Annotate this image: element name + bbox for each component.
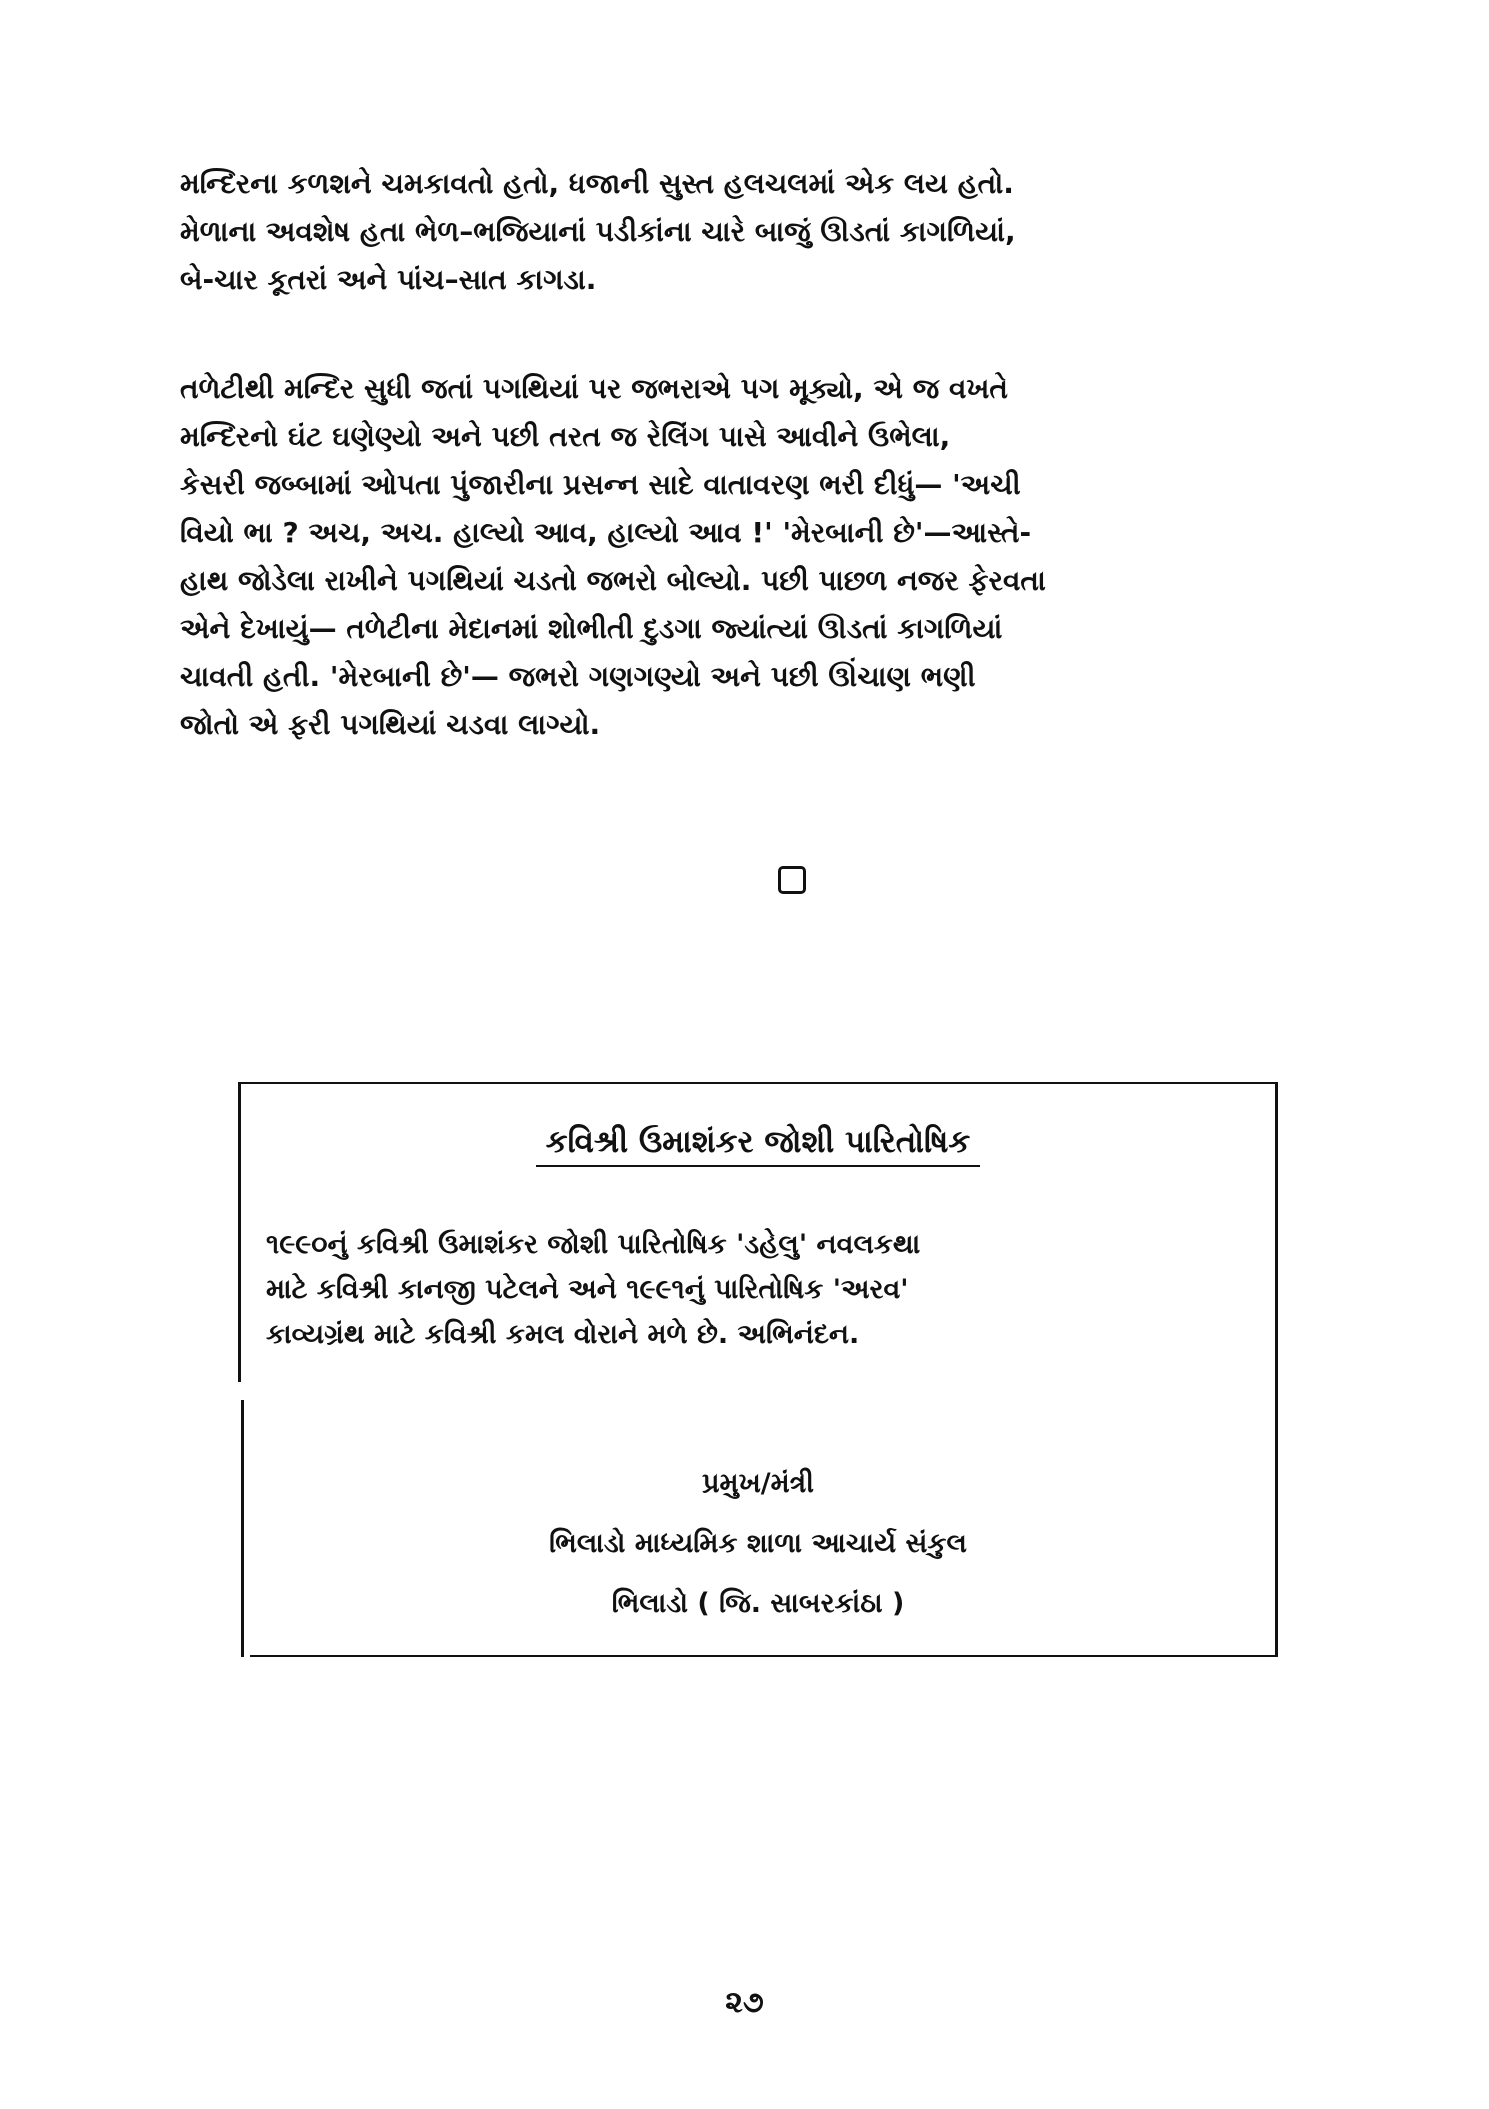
award-notice-box [238,1082,1278,1657]
story-line: એને દેખાયું— તળેટીના મેદાનમાં શોભીતી દુડગા જ્યાંત્યાં ઊડતાં કાગળિયાં [180,612,1003,645]
story-line: વિયો ભા ? અચ, અચ. હાલ્યો આવ, હાલ્યો આવ !' 'મેરબાની છે'—આસ્તે- [180,516,1032,549]
story-paragraph-1 [180,160,1315,304]
announcement-line: કાવ્યગ્રંથ માટે કવિશ્રી કમલ વોરાને મળે છે. અભિનંદન. [266,1319,860,1350]
story-line: કેસરી જબ્બામાં ઓપતા પુંજારીના પ્રસન્ન સાદે વાતાવરણ ભરી દીધું— 'અચી [180,468,1021,501]
story-line: મન્દિરના કળશને ચમકાવતો હતો, ધજાની સુસ્ત હલચલમાં એક લય હતો. [180,167,1014,200]
story-paragraph-2 [180,365,1315,749]
signatory-location: ભિલાડો ( જિ. સાબરકાંઠા ) [611,1588,905,1619]
end-of-story-square-icon [778,866,806,894]
award-title-text: કવિશ્રી ઉમાશંકર જોશી પારિતોષિક [536,1124,981,1167]
story-line: જોતો એ ફરી પગથિયાં ચડવા લાગ્યો. [180,708,601,741]
signatory-role: પ્રમુખ/મંત્રી [701,1468,815,1499]
signatory-organization: ભિલાડો માધ્યમિક શાળા આચાર્ય સંકુલ [549,1528,967,1559]
notice-box-top-rule [238,1082,1278,1084]
story-line: તળેટીથી મન્દિર સુધી જતાં પગથિયાં પર જભરાએ પગ મૂક્યો, એ જ વખતે [180,372,1008,405]
page-number: ૨૭ [725,1985,764,2020]
announcement-line: માટે કવિશ્રી કાનજી પટેલને અને ૧૯૯૧નું પારિતોષિક 'અરવ' [266,1274,909,1305]
story-line: બે-ચાર કૂતરાં અને પાંચ–સાત કાગડા. [180,263,597,296]
notice-box-bottom-rule [250,1655,1278,1657]
award-announcement [266,1222,1256,1357]
announcement-line: ૧૯૯૦નું કવિશ્રી ઉમાશંકર જોશી પારિતોષિક 'ડહેલુ' નવલકથા [266,1229,921,1260]
award-title [238,1124,1278,1167]
award-signature [238,1454,1278,1634]
story-line: મેળાના અવશેષ હતા ભેળ–ભજિયાનાં પડીકાંના ચારે બાજું ઊડતાં કાગળિયાં, [180,215,1016,248]
story-line: મન્દિરનો ઘંટ ઘણેણ્યો અને પછી તરત જ રેલિંગ પાસે આવીને ઉભેલા, [180,420,951,453]
story-line: હાથ જોડેલા રાખીને પગથિયાં ચડતો જભરો બોલ્યો. પછી પાછળ નજર ફેરવતા [180,564,1046,597]
story-line: ચાવતી હતી. 'મેરબાની છે'— જભરો ગણગણ્યો અને પછી ઊંચાણ ભણી [180,660,976,693]
